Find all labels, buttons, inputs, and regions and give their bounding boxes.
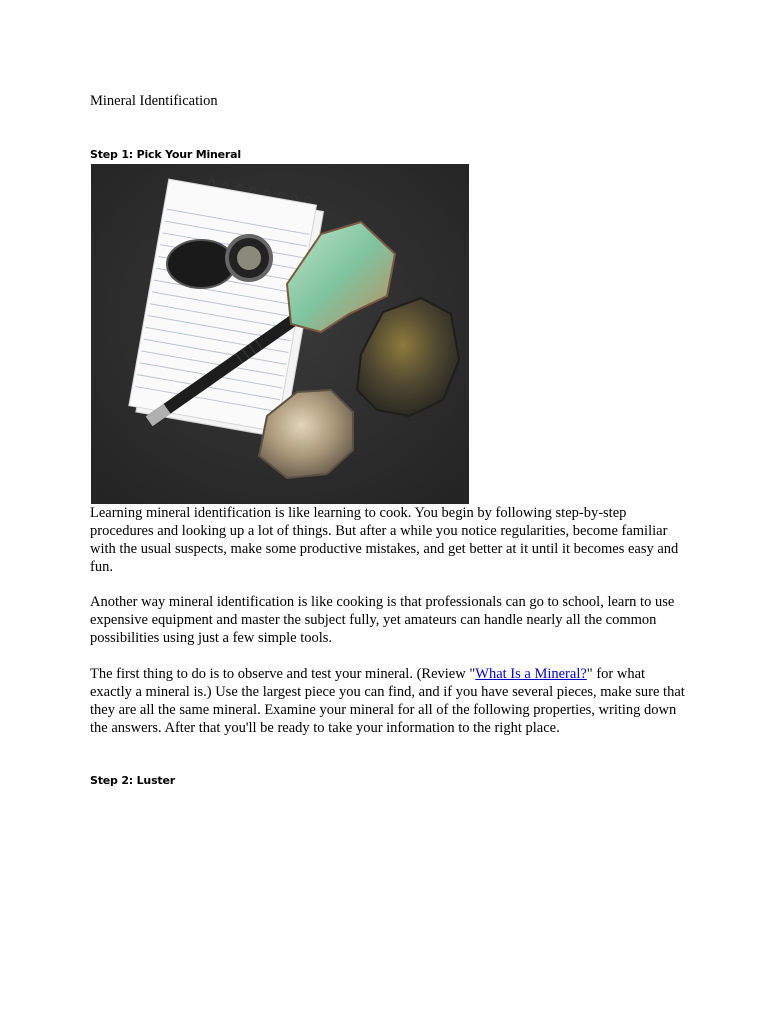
what-is-a-mineral-link[interactable]: What Is a Mineral? — [475, 666, 587, 682]
step2-heading: Step 2: Luster — [90, 774, 175, 787]
step1-heading: Step 1: Pick Your Mineral — [90, 148, 241, 161]
cooking-comparison-paragraph: Another way mineral identification is like cooking is that professionals can go to school, learn to use expensive equipment and master the subject fully, yet amateurs can handle nearly all the common possibilities using just a few simple tools. — [90, 594, 675, 646]
document-title: Mineral Identification — [90, 93, 218, 109]
intro-paragraph: Learning mineral identification is like learning to cook. You begin by following step-by-step procedures and looking up a lot of things. But after a while you notice regularities, become familiar with the usual suspects, make some productive mistakes, and get better at it until it becomes easy and fun. — [90, 505, 679, 575]
mineral-photo — [91, 164, 469, 504]
observe-paragraph — [90, 665, 690, 737]
observe-text-end: " for what exactly a mineral is.) Use the largest piece you can find, and if you have several pieces, make sure that they are all the same mineral. Examine your mineral for all of the following properties, writing down the answers. After that you'll be ready to take your information to the right place. — [90, 666, 685, 736]
observe-text-start: The first thing to do is to observe and test your mineral. (Review " — [90, 666, 476, 682]
